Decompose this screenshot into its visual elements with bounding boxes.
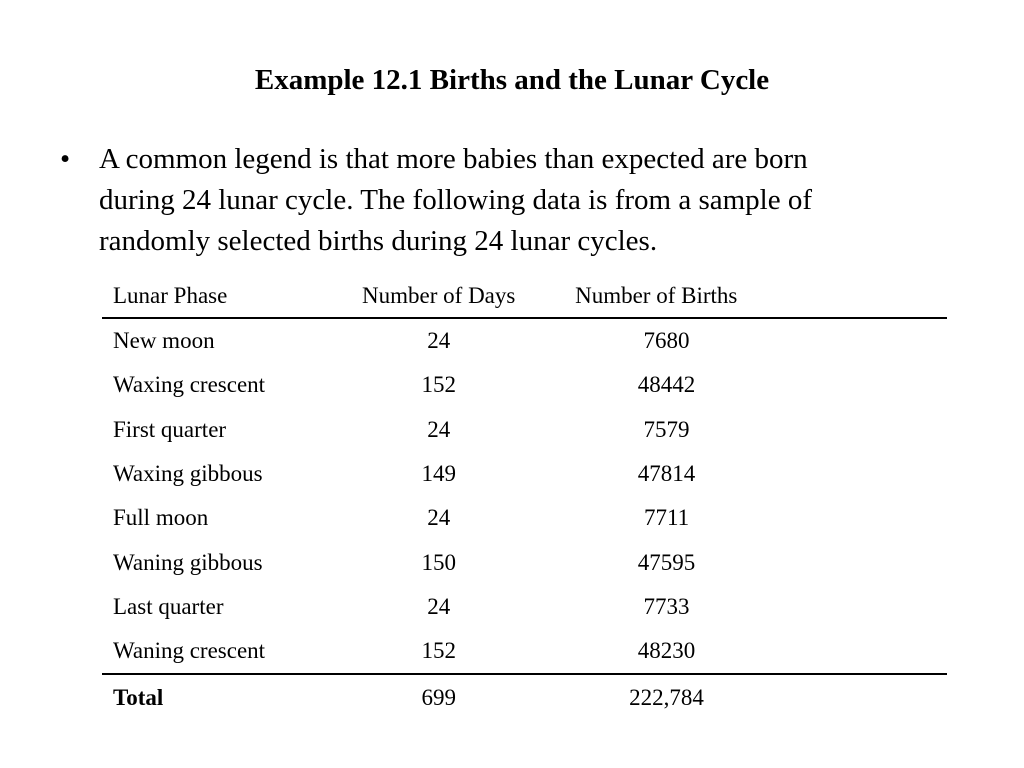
cell-births: 47814 (637, 461, 696, 487)
cell-spacer (800, 318, 947, 363)
bullet-icon: • (60, 143, 71, 175)
header-number-of-days: Number of Days (344, 275, 533, 318)
table-row (102, 496, 947, 540)
bullet-line: randomly selected births during 24 lunar cycles. (99, 225, 658, 257)
cell-spacer (800, 452, 947, 496)
cell-births: 48442 (637, 372, 696, 398)
slide-title: Example 12.1 Births and the Lunar Cycle (254, 64, 770, 96)
cell-days: 24 (427, 416, 451, 442)
table-total-row (102, 674, 947, 719)
cell-days: 149 (421, 461, 456, 487)
cell-phase: Waning crescent (113, 638, 266, 664)
cell-phase: Waning gibbous (113, 549, 263, 575)
cell-spacer (800, 496, 947, 540)
bullet-text (99, 139, 960, 262)
table-header-row (102, 275, 947, 318)
cell-spacer (800, 674, 947, 719)
cell-phase: Waxing crescent (113, 372, 266, 398)
bullet-line: during 24 lunar cycle. The following data is from a sample of (99, 184, 812, 216)
births-table (102, 275, 947, 720)
table-row (102, 363, 947, 407)
cell-spacer (800, 540, 947, 584)
total-births: 222,784 (533, 674, 800, 719)
cell-births: 7711 (643, 505, 690, 531)
cell-days: 24 (427, 328, 451, 354)
table-row (102, 540, 947, 584)
cell-days: 152 (421, 638, 456, 664)
cell-births: 47595 (637, 549, 696, 575)
cell-days: 150 (421, 549, 456, 575)
table-row (102, 629, 947, 674)
total-days: 699 (344, 674, 533, 719)
cell-phase: First quarter (113, 416, 227, 442)
cell-spacer (800, 629, 947, 674)
cell-births: 7733 (643, 593, 690, 619)
cell-days: 152 (421, 372, 456, 398)
header-lunar-phase: Lunar Phase (102, 275, 344, 318)
header-number-of-births: Number of Births (533, 275, 800, 318)
cell-spacer (800, 363, 947, 407)
cell-phase: Waxing gibbous (113, 461, 263, 487)
cell-phase: New moon (113, 328, 215, 354)
header-spacer (800, 275, 947, 318)
cell-days: 24 (427, 505, 451, 531)
table-row (102, 318, 947, 363)
cell-births: 48230 (637, 638, 696, 664)
cell-phase: Last quarter (113, 593, 224, 619)
table-row (102, 452, 947, 496)
table-row (102, 585, 947, 629)
table-row (102, 408, 947, 452)
bullet-point (60, 139, 960, 262)
cell-spacer (800, 585, 947, 629)
bullet-line: A common legend is that more babies than expected are born (99, 143, 808, 175)
cell-phase: Full moon (113, 505, 209, 531)
cell-spacer (800, 408, 947, 452)
cell-days: 24 (427, 593, 451, 619)
cell-births: 7579 (643, 416, 690, 442)
cell-births: 7680 (643, 328, 690, 354)
total-label: Total (102, 674, 344, 719)
